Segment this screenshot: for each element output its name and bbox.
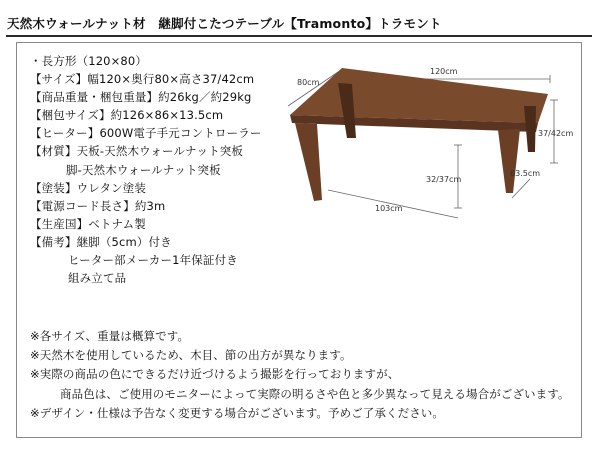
spec-finish: 【塗装】ウレタン塗装	[30, 180, 147, 195]
note-approximate: ※各サイズ、重量は概算です。	[30, 329, 190, 343]
inner-width-label: 103cm	[375, 204, 403, 213]
spec-material-top: 【材質】天板-天然木ウォールナット突板	[30, 144, 244, 159]
spec-notes: 【備考】継脚（5cm）付き	[30, 234, 172, 249]
spec-material-legs: 脚-天然木ウォールナット突板	[66, 162, 221, 177]
table-dimension-diagram	[280, 60, 580, 230]
spec-package-size: 【梱包サイズ】約126×86×13.5cm	[30, 108, 224, 123]
notes-list	[30, 327, 569, 423]
spec-size: 【サイズ】幅120×奥行80×高さ37/42cm	[30, 72, 255, 87]
note-natural-wood: ※天然木を使用しているため、木目、節の出方が異なります。	[30, 348, 352, 363]
inner-depth-label: 63.5cm	[510, 169, 541, 178]
spec-warranty: ヒーター部メーカー1年保証付き	[68, 253, 238, 268]
spec-weight: 【商品重量・梱包重量】約26kg／約29kg	[30, 90, 252, 105]
spec-cord-length: 【電源コード長さ】約3m	[30, 198, 166, 213]
total-height-label: 37/42cm	[538, 129, 574, 138]
spec-heater: 【ヒーター】600W電子手元コントローラー	[30, 126, 262, 141]
note-design-change: ※デザイン・仕様は予告なく変更する場合がございます。予めご了承ください。	[30, 405, 445, 420]
depth-label: 80cm	[297, 78, 320, 87]
note-monitor: 商品色は、ご使用のモニターによって実際の明るさや色と多少異なって見える場合がございます。	[60, 386, 570, 401]
width-label: 120cm	[430, 67, 458, 76]
spec-list	[30, 52, 262, 287]
page-title: 天然木ウォールナット材 継脚付こたつテーブル【Tramonto】トラモント	[7, 16, 442, 31]
note-color: ※実際の商品の色にできるだけ近づけるよう撮影を行っておりますが、	[30, 367, 400, 382]
title-divider	[6, 35, 592, 37]
inner-height-label: 32/37cm	[426, 175, 462, 184]
spec-assembly: 組み立て品	[68, 271, 127, 286]
spec-origin: 【生産国】ベトナム製	[30, 216, 146, 231]
table-illustration	[290, 68, 548, 201]
spec-shape: ・長方形（120×80）	[30, 54, 148, 68]
